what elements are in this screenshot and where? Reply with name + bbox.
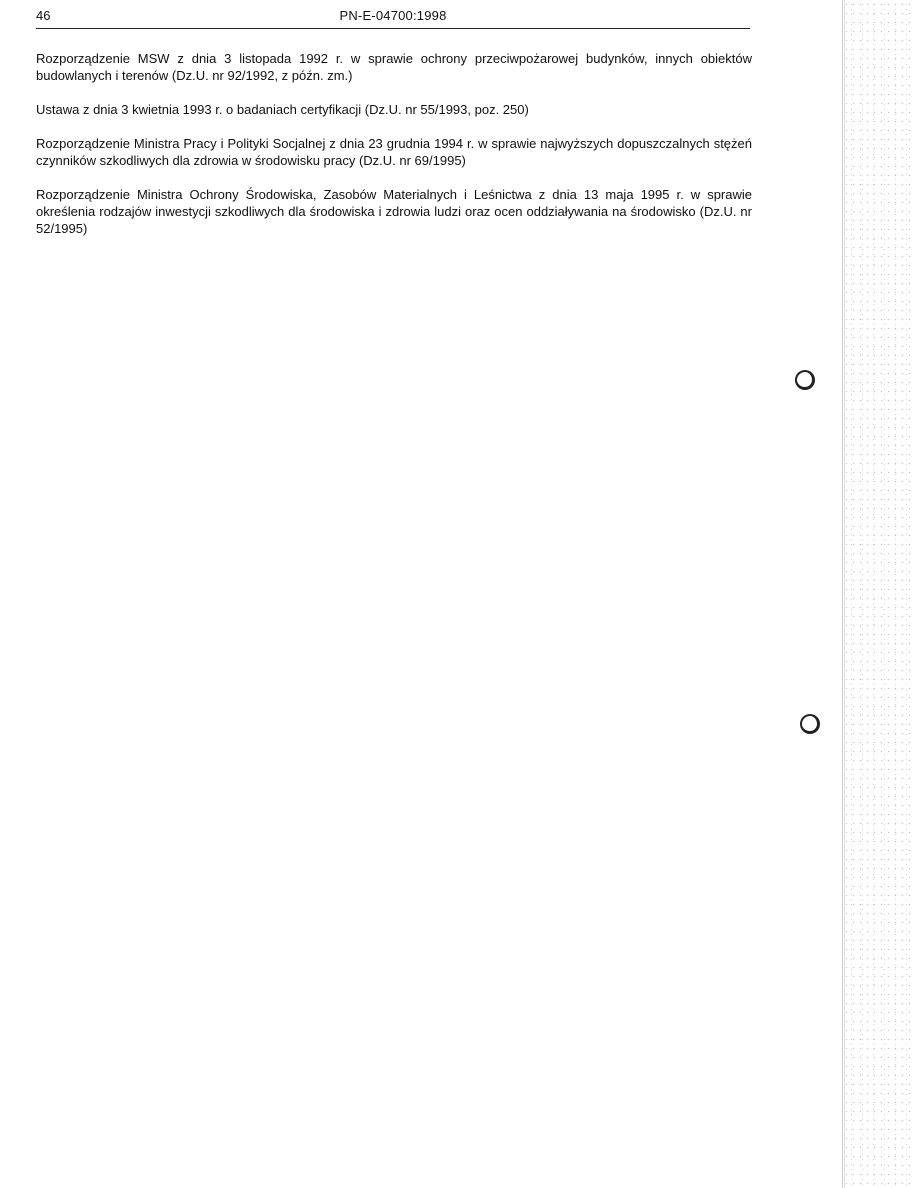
binding-edge bbox=[842, 0, 913, 1188]
punch-hole-icon bbox=[800, 714, 820, 734]
page-number: 46 bbox=[36, 8, 51, 23]
punch-hole-icon bbox=[795, 370, 815, 390]
reference-item: Rozporządzenie Ministra Ochrony Środowiska, Zasobów Materialnych i Leśnictwa z dnia 13 maja 1995 r. w sprawie określenia rodzajów inwestycji szkodliwych dla środowiska i zdrowia ludzi oraz ocen oddziaływania na środowisko (Dz.U. nr 52/1995) bbox=[36, 187, 752, 236]
reference-item: Rozporządzenie Ministra Pracy i Polityki Socjalnej z dnia 23 grudnia 1994 r. w sprawie najwyższych dopuszczalnych stężeń czynników szkodliwych dla zdrowia w środowisku pracy (Dz.U. nr 69/1995) bbox=[36, 136, 752, 168]
references-list bbox=[36, 50, 752, 254]
page-header bbox=[36, 6, 750, 29]
standard-code: PN-E-04700:1998 bbox=[339, 8, 447, 23]
reference-item: Ustawa z dnia 3 kwietnia 1993 r. o badaniach certyfikacji (Dz.U. nr 55/1993, poz. 250) bbox=[36, 102, 529, 117]
reference-item: Rozporządzenie MSW z dnia 3 listopada 1992 r. w sprawie ochrony przeciwpożarowej budynków, innych obiektów budowlanych i terenów (Dz.U. nr 92/1992, z późn. zm.) bbox=[36, 51, 752, 83]
